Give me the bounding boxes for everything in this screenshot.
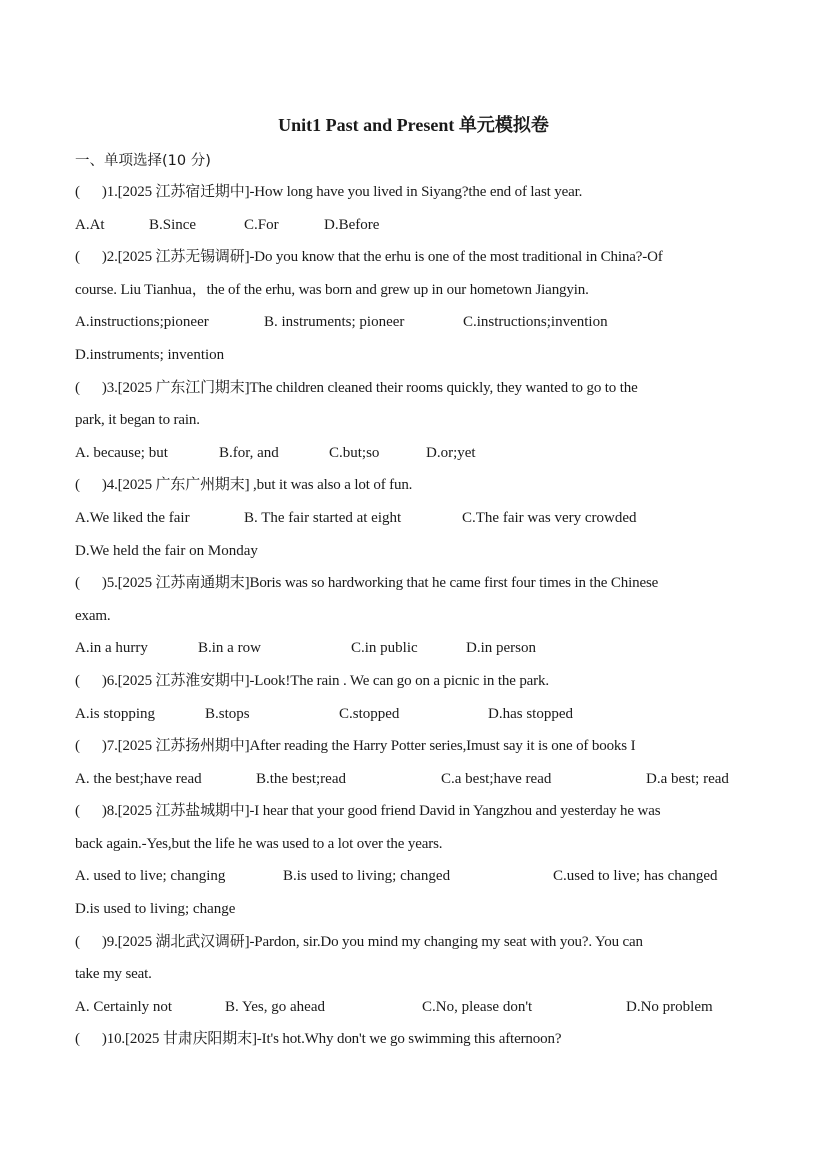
option-a: A. because; but	[75, 444, 168, 461]
option-d: D.We held the fair on Monday	[75, 542, 258, 559]
question-text: 1.[2025 江苏宿迁期中]-How long have you lived in Siyang?the end of last year.	[106, 184, 583, 200]
question-text: 8.[2025 江苏盐城期中]-I hear that your good friend David in Yangzhou and yesterday he was	[106, 803, 661, 820]
page-title: Unit1 Past and Present 单元模拟卷	[278, 115, 549, 135]
option-b: B. The fair started at eight	[244, 509, 402, 526]
options-row	[75, 763, 755, 796]
option-c: C.but;so	[329, 444, 380, 461]
question-text-continued: take my seat.	[75, 966, 152, 983]
option-a: A.in a hurry	[75, 640, 148, 657]
question-text: 10.[2025 甘肃庆阳期末]-It's hot.Why don't we go swimming this afternoon?	[106, 1031, 562, 1048]
question-text: 9.[2025 湖北武汉调研]-Pardon, sir.Do you mind my changing my seat with you?. You can	[106, 933, 643, 950]
option-b: B.Since	[149, 216, 197, 233]
option-b: B.in a row	[198, 640, 261, 657]
option-a: A.is stopping	[75, 705, 156, 722]
option-a: A.We liked the fair	[75, 509, 190, 526]
question-5: ( )5.[2025 江苏南通期末]Boris was so hardworking that he came first four times in the Chinese	[75, 575, 659, 592]
question-text: 7.[2025 江苏扬州期中]After reading the Harry Potter series,Imust say it is one of books I	[106, 738, 636, 755]
option-a: A. the best;have read	[75, 770, 202, 787]
question-text-continued: back again.-Yes,but the life he was used to a lot over the years.	[75, 835, 443, 852]
question-text: 6.[2025 江苏淮安期中]-Look!The rain . We can go on a picnic in the park.	[106, 672, 549, 689]
option-c: C.in public	[351, 640, 418, 657]
option-b: B.is used to living; changed	[283, 868, 451, 885]
options-row	[75, 535, 755, 568]
options-row	[75, 306, 755, 339]
question-8: ( )8.[2025 江苏盐城期中]-I hear that your good friend David in Yangzhou and yesterday he was	[75, 803, 661, 820]
question-list	[75, 176, 755, 1056]
option-c: C.For	[244, 216, 279, 233]
option-c: C.The fair was very crowded	[462, 509, 637, 526]
option-a: A. used to live; changing	[75, 868, 226, 885]
question-6: ( )6.[2025 江苏淮安期中]-Look!The rain . We can go on a picnic in the park.	[75, 672, 549, 689]
option-c: C.stopped	[339, 705, 400, 722]
option-c: C.instructions;invention	[463, 314, 608, 331]
options-row	[75, 437, 755, 470]
option-c: C.No, please don't	[422, 998, 533, 1015]
options-row	[75, 991, 755, 1024]
option-d: D.No problem	[626, 998, 713, 1015]
question-3: ( )3.[2025 广东江门期末]The children cleaned their rooms quickly, they wanted to go to the	[75, 379, 638, 396]
options-row	[75, 860, 755, 893]
question-1: ( )1.[2025 江苏宿迁期中]-How long have you lived in Siyang?the end of last year.	[75, 184, 583, 200]
question-text: 2.[2025 江苏无锡调研]-Do you know that the erhu is one of the most traditional in China?-Of	[106, 249, 663, 266]
option-d: D.a best; read	[646, 770, 729, 787]
option-c: C.used to live; has changed	[553, 868, 718, 885]
question-4: ( )4.[2025 广东广州期末] ,but it was also a lot of fun.	[75, 477, 413, 494]
options-row	[75, 698, 755, 731]
options-row	[75, 632, 755, 665]
option-d: D.or;yet	[426, 444, 476, 461]
option-d: D.is used to living; change	[75, 901, 236, 918]
options-row	[75, 893, 755, 926]
question-text: 4.[2025 广东广州期末] ,but it was also a lot of fun.	[106, 477, 413, 494]
option-b: B.stops	[205, 705, 250, 722]
options-row	[75, 502, 755, 535]
option-d: D.instruments; invention	[75, 346, 225, 363]
option-c: C.a best;have read	[441, 770, 552, 787]
option-b: B.the best;read	[256, 770, 346, 787]
option-b: B. Yes, go ahead	[225, 998, 325, 1015]
options-row	[75, 209, 755, 242]
option-d: D.in person	[466, 640, 536, 657]
option-a: A.instructions;pioneer	[75, 314, 209, 331]
question-text: 3.[2025 广东江门期末]The children cleaned their rooms quickly, they wanted to go to the	[106, 379, 638, 396]
question-9: ( )9.[2025 湖北武汉调研]-Pardon, sir.Do you mind my changing my seat with you?. You can	[75, 933, 643, 950]
options-row	[75, 339, 755, 372]
option-d: D.Before	[324, 216, 380, 233]
option-a: A. Certainly not	[75, 998, 173, 1015]
section-heading: 一、单项选择(10 分)	[75, 153, 211, 169]
question-text-continued: exam.	[75, 607, 111, 624]
option-b: B. instruments; pioneer	[264, 314, 405, 331]
option-d: D.has stopped	[488, 705, 573, 722]
question-10: ( )10.[2025 甘肃庆阳期末]-It's hot.Why don't we go swimming this afternoon?	[75, 1031, 562, 1048]
question-7: ( )7.[2025 江苏扬州期中]After reading the Harry Potter series,Imust say it is one of books I	[75, 738, 636, 755]
question-text-continued: course. Liu Tianhua，the of the erhu, was born and grew up in our hometown Jiangyin.	[75, 281, 589, 298]
question-2: ( )2.[2025 江苏无锡调研]-Do you know that the erhu is one of the most traditional in China?-Of	[75, 249, 663, 266]
question-text: 5.[2025 江苏南通期末]Boris was so hardworking that he came first four times in the Chinese	[106, 575, 659, 592]
option-b: B.for, and	[219, 444, 279, 461]
question-text-continued: park, it began to rain.	[75, 412, 200, 429]
option-a: A.At	[75, 216, 105, 233]
